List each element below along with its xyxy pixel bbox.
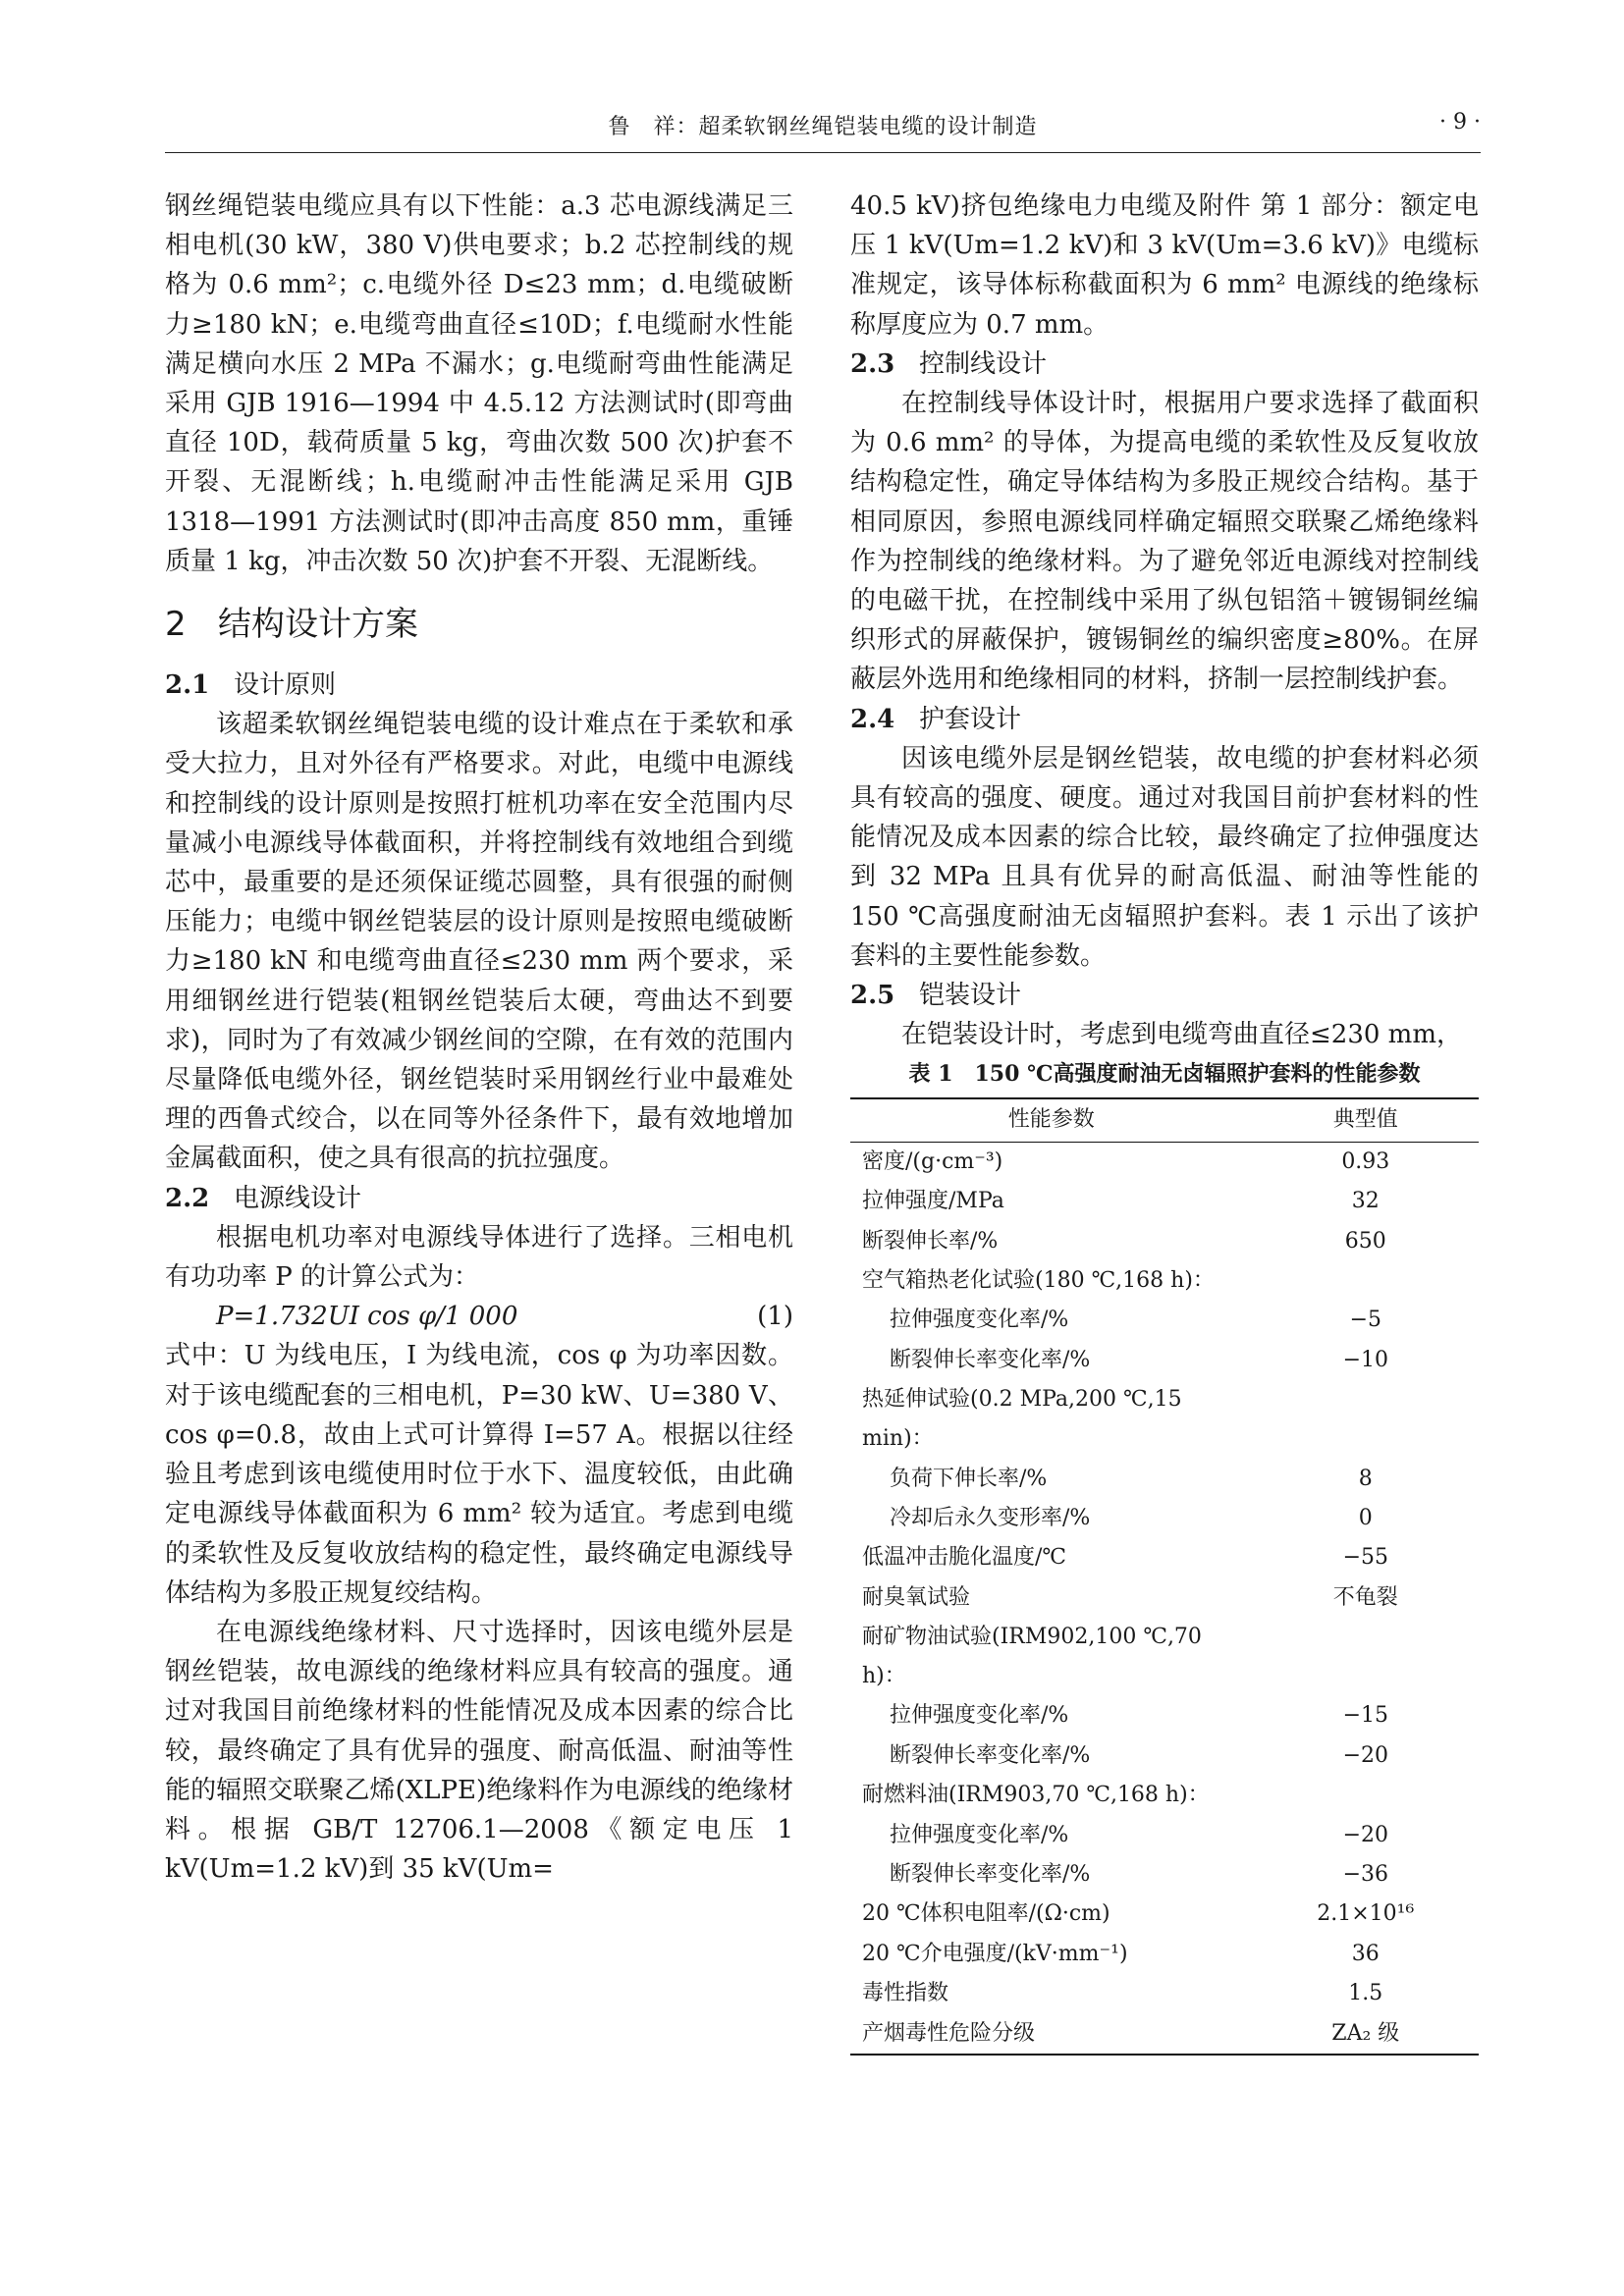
table-header-parameter: 性能参数: [1007, 1107, 1095, 1133]
table-cell-parameter: 密度/(g·cm⁻³): [862, 1148, 1003, 1174]
paragraph-power-line-intro: 根据电机功率对电源线导体进行了选择。三相电机有功功率 P 的计算公式为：: [165, 1222, 793, 1293]
subsection-heading-2-2: [165, 1179, 793, 1218]
table-row: [850, 2014, 1479, 2055]
table-cell-value: 0: [1358, 1505, 1373, 1530]
table-header-value: 典型值: [1332, 1107, 1398, 1133]
table-cell-value: 650: [1344, 1228, 1386, 1254]
table-cell-value: [1253, 1261, 1479, 1301]
table-cell-value: 0.93: [1341, 1148, 1390, 1174]
running-header: [165, 110, 1481, 149]
table-cell-parameter: 耐臭氧试验: [862, 1584, 971, 1610]
table-row: [850, 1935, 1479, 1974]
table-cell-parameter: 耐矿物油试验(IRM902,100 ℃,70 h)：: [862, 1624, 1202, 1689]
subsection-title: 控制线设计: [919, 348, 1048, 379]
table-row: [850, 1221, 1479, 1260]
right-column: [850, 187, 1479, 2056]
table-row: [850, 1459, 1479, 1498]
table-row: [850, 1538, 1479, 1577]
table-cell-parameter: 产烟毒性危险分级: [862, 2020, 1036, 2046]
table-cell-value: 1.5: [1348, 1981, 1383, 2006]
table-row: [850, 1776, 1479, 1815]
section-number: 2: [165, 605, 187, 645]
table-cell-value: −20: [1342, 1742, 1389, 1768]
table-cell-value: 32: [1351, 1189, 1380, 1214]
section-heading-2: [165, 595, 793, 654]
table-row: [850, 1974, 1479, 2013]
subsection-number: 2.5: [850, 981, 895, 1011]
table-cell-value: [1253, 1380, 1479, 1459]
table-cell-parameter: 20 ℃介电强度/(kV·mm⁻¹): [862, 1941, 1128, 1966]
subsection-heading-2-1: [165, 666, 793, 705]
table-cell-value: 不龟裂: [1332, 1584, 1398, 1610]
table-cell-parameter: 断裂伸长率变化率/%: [890, 1862, 1091, 1888]
table-cell-parameter: 冷却后永久变形率/%: [890, 1505, 1091, 1530]
subsection-title: 护套设计: [919, 704, 1022, 734]
page-number: · 9 ·: [1439, 110, 1481, 134]
table-row: [850, 1301, 1479, 1340]
table-row: [850, 1895, 1479, 1934]
table-row: [850, 1736, 1479, 1776]
table-cell-parameter: 20 ℃体积电阻率/(Ω·cm): [862, 1901, 1110, 1927]
subsection-number: 2.4: [850, 704, 895, 734]
table-row: [850, 1142, 1479, 1182]
header-rule: [165, 152, 1481, 153]
table-header-row: [850, 1098, 1479, 1142]
table-caption: 表 1 150 ℃高强度耐油无卤辐照护套料的性能参数: [908, 1061, 1421, 1088]
subsection-heading-2-5: [850, 976, 1479, 1015]
section-title: 结构设计方案: [218, 605, 418, 645]
table-row: [850, 1341, 1479, 1380]
table-row: [850, 1816, 1479, 1855]
subsection-title: 铠装设计: [919, 981, 1022, 1011]
table-cell-value: −10: [1342, 1347, 1389, 1372]
subsection-number: 2.2: [165, 1183, 210, 1213]
paragraph-standard: 40.5 kV)挤包绝缘电力电缆及附件 第 1 部分：额定电压 1 kV(Um=1.2 kV)和 3 kV(Um=3.6 kV)》电缆标准规定，该导体标称截面积为 6 mm² 电源线的绝缘标称厚度应为 0.7 mm。: [850, 191, 1479, 340]
subsection-title: 电源线设计: [234, 1183, 362, 1213]
properties-table: [850, 1097, 1479, 2055]
table-cell-value: −55: [1342, 1545, 1389, 1571]
table-row: [850, 1261, 1479, 1301]
table-row: [850, 1578, 1479, 1618]
left-column: [165, 187, 793, 1889]
table-cell-parameter: 负荷下伸长率/%: [890, 1466, 1048, 1491]
paragraph-sheath: 因该电缆外层是钢丝铠装，故电缆的护套材料必须具有较高的强度、硬度。通过对我国目前护套材料的性能情况及成本因素的综合比较，最终确定了拉伸强度达到 32 MPa 且具有优异的耐高低温、耐油等性能的 150 ℃高强度耐油无卤辐照护套料。表 1 示出了该护套料的主要性能参数。: [850, 743, 1479, 971]
table-cell-parameter: 空气箱热老化试验(180 ℃,168 h)：: [862, 1267, 1215, 1293]
subsection-heading-2-3: [850, 345, 1479, 384]
table-row: [850, 1696, 1479, 1735]
table-cell-value: [1253, 1618, 1479, 1696]
paragraph-armor: 在铠装设计时，考虑到电缆弯曲直径≤230 mm，: [901, 1020, 1462, 1050]
subsection-heading-2-4: [850, 700, 1479, 739]
table-cell-value: −20: [1342, 1822, 1389, 1847]
subsection-number: 2.3: [850, 348, 895, 379]
table-body: [850, 1142, 1479, 2055]
table-cell-value: −5: [1349, 1308, 1382, 1333]
table-cell-parameter: 热延伸试验(0.2 MPa,200 ℃,15 min)：: [862, 1387, 1182, 1452]
paragraph-power-line-insulation: 在电源线绝缘材料、尺寸选择时，因该电缆外层是钢丝铠装，故电源线的绝缘材料应具有较高的强度。通过对我国目前绝缘材料的性能情况及成本因素的综合比较，最终确定了具有优异的强度、耐高低温、耐油等性能的辐照交联聚乙烯(XLPE)绝缘料作为电源线的绝缘材料。根据 GB/T 12706.1—2008《额定电压 1 kV(Um=1.2 kV)到 35 kV(Um=: [165, 1617, 793, 1885]
table-cell-parameter: 拉伸强度/MPa: [862, 1189, 1004, 1214]
table-cell-value: 8: [1358, 1466, 1373, 1491]
table-cell-parameter: 低温冲击脆化温度/℃: [862, 1545, 1067, 1571]
table-cell-value: 2.1×10¹⁶: [1317, 1901, 1415, 1927]
equation-1: [165, 1297, 793, 1336]
table-row: [850, 1182, 1479, 1221]
table-cell-value: −15: [1342, 1703, 1389, 1729]
subsection-number: 2.1: [165, 670, 210, 701]
table-row: [850, 1855, 1479, 1895]
paragraph-design-principle: 该超柔软钢丝绳铠装电缆的设计难点在于柔软和承受大拉力，且对外径有严格要求。对此，电缆中电源线和控制线的设计原则是按照打桩机功率在安全范围内尽量减小电源线导体截面积，并将控制线有效地组合到缆芯中，最重要的是还须保证缆芯圆整，具有很强的耐侧压能力；电缆中钢丝铠装层的设计原则是按照电缆破断力≥180 kN 和电缆弯曲直径≤230 mm 两个要求，采用细钢丝进行铠装(粗钢丝铠装后太硬，弯曲达不到要求)，同时为了有效减少钢丝间的空隙，在有效的范围内尽量降低电缆外径，钢丝铠装时采用钢丝行业中最难处理的西鲁式绞合，以在同等外径条件下，最有效地增加金属截面积，使之具有很高的抗拉强度。: [165, 710, 793, 1174]
subsection-title: 设计原则: [234, 670, 337, 701]
table-cell-parameter: 拉伸强度变化率/%: [890, 1703, 1069, 1729]
table-cell-parameter: 断裂伸长率变化率/%: [890, 1347, 1091, 1372]
paragraph-control-line: 在控制线导体设计时，根据用户要求选择了截面积为 0.6 mm² 的导体，为提高电缆的柔软性及反复收放结构稳定性，确定导体结构为多股正规绞合结构。基于相同原因，参照电源线同样确定辐照交联聚乙烯绝缘料作为控制线的绝缘材料。为了避免邻近电源线对控制线的电磁干扰，在控制线中采用了纵包铝箔＋镀锡铜丝编织形式的屏蔽保护，镀锡铜丝的编织密度≥80%。在屏蔽层外选用和绝缘相同的材料，挤制一层控制线护套。: [850, 389, 1479, 695]
table-cell-value: [1253, 1776, 1479, 1815]
table-row: [850, 1618, 1479, 1696]
table-cell-parameter: 断裂伸长率/%: [862, 1228, 999, 1254]
table-row: [850, 1380, 1479, 1459]
table-cell-value: −36: [1342, 1862, 1389, 1888]
paragraph-power-line-calc: 式中：U 为线电压，I 为线电流，cos φ 为功率因数。对于该电缆配套的三相电机，P=30 kW、U=380 V、cos φ=0.8，故由上式可计算得 I=57 A。根据以往经验且考虑到该电缆使用时位于水下、温度较低，由此确定电源线导体截面积为 6 mm² 较为适宜。考虑到电缆的柔软性及反复收放结构的稳定性，最终确定电源线导体结构为多股正规复绞结构。: [165, 1341, 793, 1608]
paragraph-requirements: 钢丝绳铠装电缆应具有以下性能：a.3 芯电源线满足三相电机(30 kW，380 V)供电要求；b.2 芯控制线的规格为 0.6 mm²；c.电缆外径 D≤23 mm；d.电缆破断力≥180 kN；e.电缆弯曲直径≤10D；f.电缆耐水性能满足横向水压 2 MPa 不漏水；g.电缆耐弯曲性能满足采用 GJB 1916—1994 中 4.5.12 方法测试时(即弯曲直径 10D，载荷质量 5 kg，弯曲次数 500 次)护套不开裂、无混断线；h.电缆耐冲击性能满足采用 GJB 1318—1991 方法测试时(即冲击高度 850 mm，重锤质量 1 kg，冲击次数 50 次)护套不开裂、无混断线。: [165, 191, 793, 576]
table-row: [850, 1499, 1479, 1538]
table-cell-parameter: 拉伸强度变化率/%: [890, 1308, 1069, 1333]
table-cell-parameter: 断裂伸长率变化率/%: [890, 1742, 1091, 1768]
table-cell-parameter: 耐燃料油(IRM903,70 ℃,168 h)：: [862, 1783, 1210, 1808]
table-cell-parameter: 拉伸强度变化率/%: [890, 1822, 1069, 1847]
table-cell-value: ZA₂ 级: [1331, 2020, 1400, 2046]
equation-number: (1): [757, 1302, 793, 1332]
running-title: 鲁 祥：超柔软钢丝绳铠装电缆的设计制造: [608, 115, 1038, 139]
equation-body: P=1.732UI cos φ/1 000: [216, 1302, 518, 1332]
table-cell-parameter: 毒性指数: [862, 1981, 949, 2006]
table-cell-value: 36: [1351, 1941, 1380, 1966]
